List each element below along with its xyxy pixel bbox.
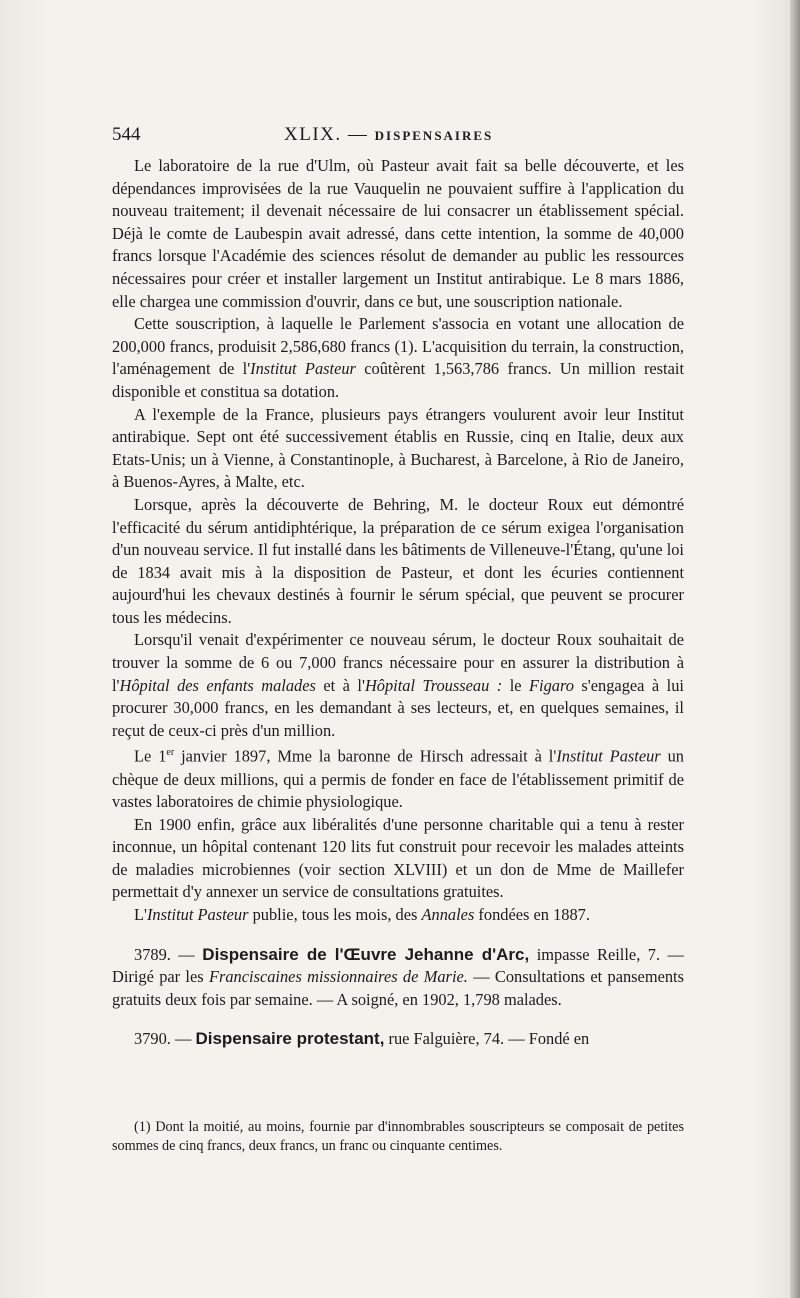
page-number: 544 [112, 124, 141, 145]
entry-3789: 3789. — Dispensaire de l'Œuvre Jehanne d'Arc, impasse Reille, 7. — Dirigé par les Franciscaines missionnaires de Marie. — Consultations et pansements gratuits deux fois par semaine. — A soigné, en 1902, 1,798 malades. [112, 944, 684, 1009]
paragraph-annales: L'Institut Pasteur publie, tous les mois, des Annales fondées en 1887. [134, 905, 590, 925]
paragraph-serum: Lorsqu'il venait d'expérimenter ce nouveau sérum, le docteur Roux souhaitait de trouver la somme de 6 ou 7,000 francs nécessaire pour en assurer la distribution à l'Hôpital des enfants malades et à l'Hôpital Trousseau : le Figaro s'engagea à lui procurer 30,000 francs, en les demandant à ses lecteurs, et, en quelques semaines, il reçut de ceux-ci près d'un million. [112, 630, 684, 740]
entry-title: Dispensaire de l'Œuvre Jehanne d'Arc, [202, 944, 530, 964]
footnote [112, 1118, 684, 1155]
body-text [112, 155, 684, 1051]
running-header [112, 124, 682, 150]
institut-name: Institut Pasteur [250, 359, 356, 379]
entry-3790: 3790. — Dispensaire protestant, rue Falguière, 74. — Fondé en [134, 1029, 590, 1049]
section-title: DISPENSAIRES [374, 128, 494, 143]
paragraph-hirsch: Le 1er janvier 1897, Mme la baronne de Hirsch adressait à l'Institut Pasteur un chèque de deux millions, qui a permis de fonder en face de l'établissement primitif de vastes laboratoires de chimie physiologique. [112, 746, 684, 812]
footnote-text: (1) Dont la moitié, au moins, fournie par d'innombrables souscripteurs se composait de petites sommes de cinq francs, deux francs, un franc ou cinquante centimes. [112, 1119, 684, 1154]
entry-title: Dispensaire protestant, [195, 1029, 385, 1049]
paragraph-souscription: Cette souscription, à laquelle le Parlement s'associa en votant une allocation de 200,000 francs, produisit 2,586,680 francs (1). L'acquisition du terrain, la construction, l'aménagement de l'Institut Pasteur coûtèrent 1,563,786 francs. Un million restait disponible et constitua sa dotation. [112, 314, 684, 401]
header-dash: — [347, 124, 369, 145]
paragraph-etranger: A l'exemple de la France, plusieurs pays étrangers voulurent avoir leur Institut antirabique. Sept ont été successivement établis en Russie, cinq en Italie, deux aux Etats-Unis; un à Vienne, à Constantinople, à Bucharest, à Barcelone, à Rio de Janeiro, à Buenos-Ayres, à Malte, etc. [112, 404, 684, 492]
chapter-number: XLIX. [284, 124, 342, 145]
running-title [284, 124, 493, 146]
page-edge-shadow [790, 0, 800, 1298]
paragraph-laboratoire: Le laboratoire de la rue d'Ulm, où Pasteur avait fait sa belle découverte, et les dépendances improvisées de la rue Vauquelin ne pouvaient suffire à l'application du nouveau traitement; il devenait nécessaire de lui consacrer un établissement spécial. Déjà le comte de Laubespin avait adressé, dans cette intention, la somme de 40,000 francs lorsque l'Académie des sciences résolut de demander au public les ressources nécessaires pour créer et installer largement un Institut antirabique. Le 8 mars 1886, elle chargea une commission d'ouvrir, dans ce but, une souscription nationale. [112, 156, 684, 311]
paragraph-hopital: En 1900 enfin, grâce aux libéralités d'une personne charitable qui a tenu à rester inconnue, un hôpital contenant 120 lits fut construit pour recevoir les malades atteints de maladies microbiennes (voir section XLVIII) et un don de Mme de Maillefer permettait d'y annexer un service de consultations gratuites. [112, 814, 684, 902]
paragraph-behring: Lorsque, après la découverte de Behring, M. le docteur Roux eut démontré l'efficacité du sérum antidiphtérique, la préparation de ce sérum exigea l'organisation d'un nouveau service. Il fut installé dans les bâtiments de Villeneuve-l'Étang, qu'une loi de 1834 avait mis à la disposition de Pasteur, et dont les écuries contiennent aujourd'hui les chevaux destinés à fournir le sérum spécial, que peuvent se procurer tous les médecins. [112, 494, 684, 627]
